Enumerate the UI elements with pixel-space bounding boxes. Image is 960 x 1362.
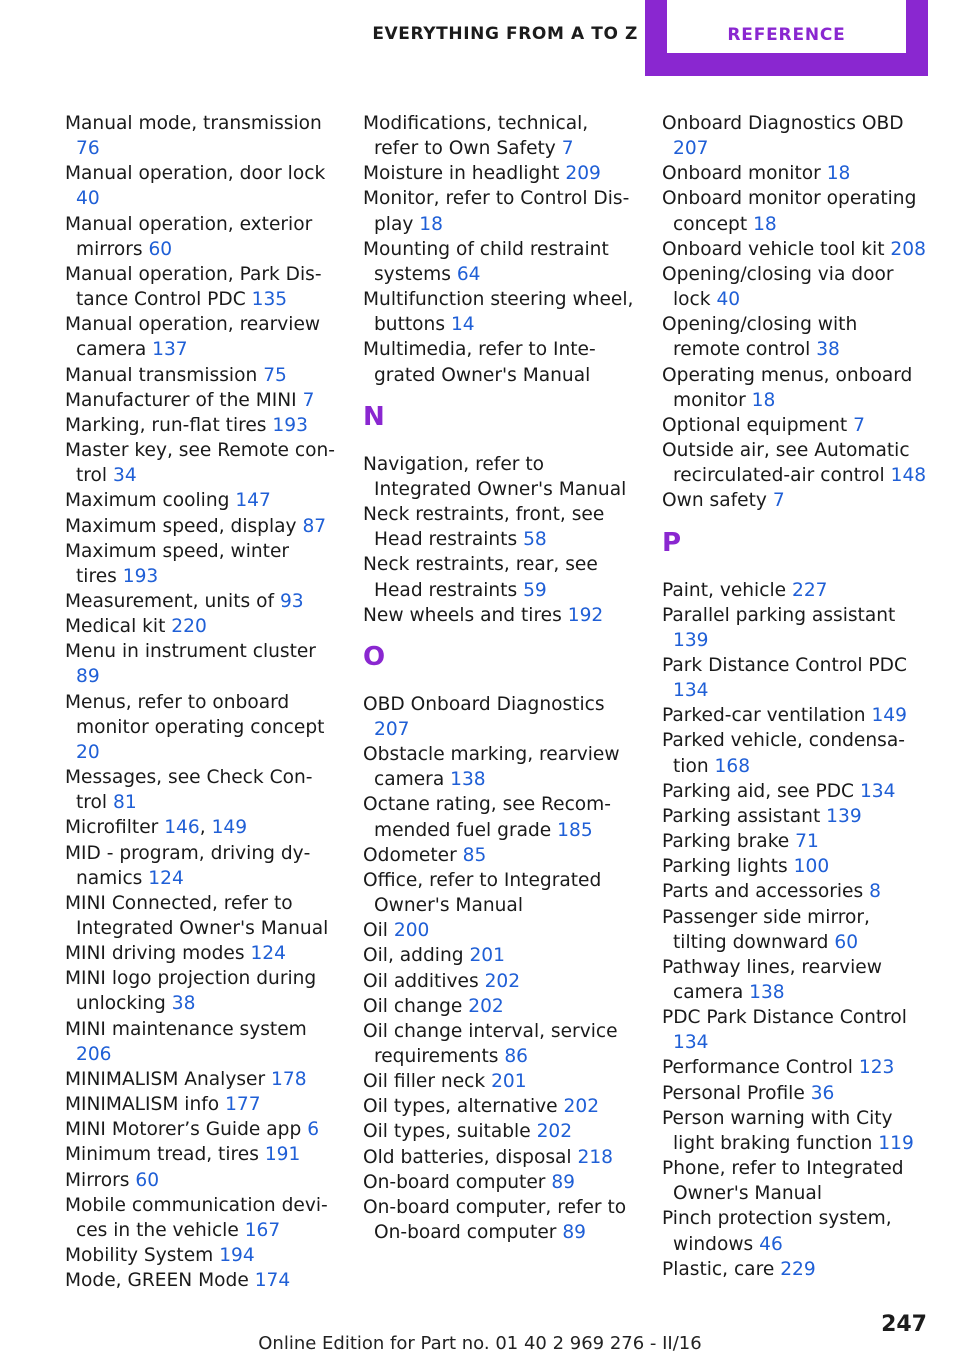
page-link[interactable]: 76	[76, 138, 100, 160]
index-entry-text: Onboard vehicle tool kit	[662, 238, 885, 260]
page-link[interactable]: 81	[113, 792, 137, 814]
index-entry	[65, 690, 335, 765]
index-entry-text: Parallel parking assistant	[662, 604, 896, 626]
index-entry	[363, 603, 638, 628]
index-entry-text: Manual mode, transmission	[65, 113, 322, 134]
index-column-2	[363, 111, 638, 1245]
index-entry-text: New wheels and tires	[363, 604, 562, 626]
page-link[interactable]: 123	[858, 1057, 895, 1079]
index-entry-text: Moisture in headlight	[363, 163, 560, 185]
page-link[interactable]: 168	[714, 755, 751, 777]
reference-tab-label: REFERENCE	[667, 0, 906, 53]
index-letter-heading: P	[662, 527, 682, 558]
index-entry-text: Maximum speed, winter tires	[65, 540, 290, 587]
index-entry-text: Odometer	[363, 844, 457, 866]
index-entry	[363, 792, 638, 842]
page-link[interactable]: 85	[462, 844, 487, 866]
index-entry-text: Maximum cooling	[65, 490, 230, 512]
page-link[interactable]: 139	[826, 805, 862, 827]
index-entry-text: MINI Connected, refer to Integrated Owner's Manual	[65, 892, 329, 939]
index-entry	[662, 829, 927, 854]
index-entry	[65, 539, 335, 589]
index-entry-text: Master key, see Remote control	[65, 440, 336, 487]
index-entry	[363, 237, 638, 287]
index-entry	[363, 742, 638, 792]
index-entry-text: Modifications, technical, refer to Own Safety	[363, 113, 589, 160]
index-entry-text: Office, refer to Integrated Owner's Manual	[363, 869, 602, 917]
index-column-3	[662, 111, 927, 1282]
page-link[interactable]: 194	[219, 1245, 255, 1267]
footer-edition: Online Edition for Part no. 01 40 2 969 276 - II/16	[258, 1333, 702, 1354]
index-entry-text: Parts and accessories	[662, 881, 864, 903]
index-entry	[363, 1019, 638, 1069]
page-link[interactable]: 40	[76, 188, 100, 210]
index-entry	[65, 589, 335, 614]
page-number: 247	[881, 1312, 927, 1337]
index-entry-text: MINI Motorer’s Guide app	[65, 1119, 302, 1141]
index-entry	[363, 161, 638, 186]
page-link[interactable]: 202	[563, 1096, 600, 1118]
page-link[interactable]: 8	[869, 881, 881, 903]
page-link[interactable]: 174	[254, 1270, 291, 1292]
page-link[interactable]: 60	[148, 238, 173, 260]
index-entry-text: Obstacle marking, rearview camera	[363, 744, 620, 791]
index-entry	[662, 703, 927, 728]
index-entry-text: Manual operation, rearview camera	[65, 314, 321, 361]
index-entry	[363, 1094, 638, 1119]
index-entry-text: Oil filler neck	[363, 1071, 486, 1093]
page-link[interactable]: 119	[878, 1132, 914, 1154]
index-entry	[662, 413, 927, 438]
index-entry	[363, 692, 638, 742]
index-entry	[65, 765, 335, 815]
index-entry	[662, 728, 927, 778]
index-entry-text: Menus, refer to onboard monitor operating concept	[65, 691, 325, 738]
index-entry	[363, 111, 638, 161]
page-link[interactable]: 227	[791, 579, 828, 601]
index-entry-text: Passenger side mirror, tilting downward	[662, 906, 870, 953]
page-link[interactable]: 124	[148, 867, 184, 889]
index-entry	[65, 614, 335, 639]
index-entry	[65, 312, 335, 362]
index-entry	[662, 578, 927, 603]
index-entry-text: Maximum speed, display	[65, 515, 297, 537]
page-link[interactable]: 89	[76, 666, 100, 688]
index-entry	[363, 994, 638, 1019]
page-link[interactable]: 18	[826, 163, 851, 185]
index-entry	[662, 1106, 927, 1156]
index-entry	[65, 966, 335, 1016]
page-link[interactable]: 218	[577, 1146, 613, 1168]
index-entry-text: Oil, adding	[363, 945, 464, 967]
index-entry-text: MINI logo projection during unlocking	[65, 968, 317, 1015]
index-entry-text: Octane rating, see Recommended fuel grade	[363, 794, 612, 841]
index-entry	[662, 312, 927, 362]
page-link[interactable]: 207	[374, 718, 410, 740]
page-link[interactable]: 207	[673, 138, 709, 160]
index-entry	[65, 815, 335, 840]
page-link[interactable]: 134	[673, 680, 709, 702]
page-link[interactable]: 138	[749, 982, 785, 1003]
page-link[interactable]: 177	[225, 1094, 261, 1116]
index-entry	[662, 653, 927, 703]
page-link[interactable]: 7	[302, 389, 315, 411]
index-entry	[65, 363, 335, 388]
index-entry-text: Multifunction steering wheel, buttons	[363, 289, 634, 336]
index-entry-text: Oil change interval, service requirements	[363, 1020, 618, 1067]
index-entry-text: Manual operation, Park Distance Control PDC	[65, 263, 322, 311]
index-entry-text: Optional equipment	[662, 414, 848, 436]
index-entry	[662, 854, 927, 879]
index-entry-text: Measurement, units of	[65, 590, 275, 612]
index-entry	[662, 237, 927, 262]
index-entry-text: Neck restraints, rear, see Head restraints	[363, 554, 598, 601]
page-link[interactable]: 75	[263, 364, 287, 386]
index-entry-text: Opening/closing with remote control	[662, 314, 858, 361]
index-entry-text: Neck restraints, front, see Head restraints	[363, 504, 605, 551]
index-entry-text: Parked vehicle, condensation	[662, 730, 905, 777]
index-entry-text: Outside air, see Automatic recirculated-air control	[662, 440, 910, 487]
page-link[interactable]: 6	[307, 1119, 320, 1141]
page-link[interactable]: 59	[523, 579, 547, 601]
page-link[interactable]: 18	[419, 213, 443, 235]
index-entry	[662, 1156, 927, 1206]
index-entry	[65, 488, 335, 513]
page-link[interactable]: 201	[491, 1071, 527, 1093]
index-entry	[363, 287, 638, 337]
page-ref-separator: ,	[199, 817, 206, 839]
page-link[interactable]: 178	[271, 1068, 307, 1090]
index-entry-text: Manual transmission	[65, 364, 258, 386]
page-link[interactable]: 124	[250, 943, 286, 965]
index-entry-text: Manual operation, exterior mirrors	[65, 213, 313, 260]
page-link[interactable]: 71	[795, 831, 819, 853]
index-entry	[662, 161, 927, 186]
page-link[interactable]: 193	[272, 414, 308, 436]
index-entry	[662, 955, 927, 1005]
page-link[interactable]: 18	[751, 389, 776, 411]
index-entry-text: Medical kit	[65, 616, 166, 638]
page-link[interactable]: 93	[279, 590, 304, 612]
index-entry-text: Menu in instrument cluster	[65, 641, 316, 663]
index-entry-text: Onboard monitor	[662, 163, 821, 185]
page-link[interactable]: 149	[871, 705, 907, 727]
index-entry-text: Oil change	[363, 995, 463, 1017]
index-entry	[363, 1119, 638, 1144]
index-entry	[363, 868, 638, 918]
index-entry	[65, 111, 335, 161]
page-link[interactable]: 135	[251, 289, 288, 311]
page-link[interactable]: 139	[673, 629, 709, 651]
index-entry	[65, 841, 335, 891]
page-link[interactable]: 148	[890, 465, 927, 487]
index-entry-text: Pinch protection system, windows	[662, 1208, 892, 1255]
index-entry-text: Parking aid, see PDC	[662, 780, 855, 802]
index-entry	[662, 1081, 927, 1106]
index-entry	[662, 804, 927, 829]
page-link[interactable]: 134	[859, 780, 896, 802]
index-entry	[65, 388, 335, 413]
index-entry-text: Marking, run-flat tires	[65, 414, 267, 436]
index-entry	[363, 1069, 638, 1094]
index-entry	[662, 879, 927, 904]
index-entry-text: Parking assistant	[662, 805, 821, 827]
page-link[interactable]: 193	[122, 565, 159, 587]
index-letter-heading: O	[363, 641, 386, 672]
page-link[interactable]: 185	[557, 819, 593, 841]
page-link[interactable]: 34	[113, 465, 137, 487]
index-entry-text: MID - program, driving dynamics	[65, 842, 311, 889]
index-entry-text: Phone, refer to Integrated Owner's Manual	[662, 1158, 904, 1205]
index-entry-text: Parked-car ventilation	[662, 705, 866, 727]
page-link[interactable]: 137	[152, 339, 188, 361]
page-link[interactable]: 14	[450, 314, 475, 336]
index-entry	[662, 186, 927, 236]
index-entry-text: Oil additives	[363, 970, 479, 992]
page-link[interactable]: 38	[171, 993, 196, 1015]
index-entry	[662, 1206, 927, 1256]
index-entry-text: On-board computer, refer to On-board computer	[363, 1196, 627, 1244]
index-entry	[662, 905, 927, 955]
index-entry	[65, 1243, 335, 1268]
index-entry-text: Oil types, suitable	[363, 1121, 531, 1143]
index-entry	[65, 514, 335, 539]
index-entry	[363, 1170, 638, 1195]
page-link[interactable]: 229	[780, 1258, 816, 1280]
page-link[interactable]: 58	[523, 529, 547, 551]
index-entry	[363, 943, 638, 968]
page-link[interactable]: 134	[673, 1032, 709, 1054]
index-entry-text: Performance Control	[662, 1057, 853, 1079]
page-link[interactable]: 36	[810, 1082, 835, 1104]
index-entry	[65, 1017, 335, 1067]
index-entry	[65, 262, 335, 312]
page-link[interactable]: 89	[562, 1222, 586, 1244]
index-entry-text: Old batteries, disposal	[363, 1146, 572, 1168]
page-link[interactable]: 40	[716, 289, 741, 311]
index-entry-text: Navigation, refer to Integrated Owner's Manual	[363, 453, 627, 500]
index-entry-text: Minimum tread, tires	[65, 1144, 259, 1166]
index-entry	[65, 438, 335, 488]
page-link[interactable]: 146	[164, 817, 200, 839]
page-link[interactable]: 20	[76, 741, 100, 763]
page-link[interactable]: 86	[504, 1046, 529, 1067]
index-entry	[662, 488, 927, 513]
page-link[interactable]: 200	[393, 920, 430, 942]
index-entry-text: Parking lights	[662, 856, 788, 878]
page-link[interactable]: 202	[536, 1121, 573, 1143]
index-entry	[65, 161, 335, 211]
index-entry-text: OBD Onboard Diagnostics	[363, 693, 605, 715]
page-link[interactable]: 191	[264, 1144, 301, 1166]
index-entry-text: Operating menus, onboard monitor	[662, 364, 913, 411]
index-entry	[65, 941, 335, 966]
page-link[interactable]: 201	[469, 945, 505, 967]
index-entry-text: On-board computer	[363, 1171, 546, 1193]
index-entry-text: MINIMALISM info	[65, 1094, 220, 1116]
page-link[interactable]: 7	[561, 138, 574, 160]
index-entry-text: Person warning with City light braking function	[662, 1107, 893, 1154]
index-entry	[363, 552, 638, 602]
index-entry	[65, 1067, 335, 1092]
index-entry-text: Oil	[363, 920, 388, 942]
index-entry-text: Onboard monitor operating concept	[662, 188, 917, 235]
index-entry	[65, 1168, 335, 1193]
page-link[interactable]: 60	[834, 931, 859, 953]
page-link[interactable]: 18	[753, 213, 777, 235]
page-link[interactable]: 60	[135, 1169, 160, 1191]
page-link[interactable]: 138	[450, 769, 486, 791]
index-entry-text: Mirrors	[65, 1169, 130, 1191]
page-link[interactable]: 87	[302, 515, 327, 537]
page-link[interactable]: 208	[890, 238, 926, 260]
index-entry	[65, 1193, 335, 1243]
index-entry-text: Plastic, care	[662, 1258, 775, 1280]
page-link[interactable]: 206	[76, 1043, 112, 1065]
index-entry-text: Microfilter	[65, 817, 159, 839]
index-entry-text: PDC Park Distance Control	[662, 1007, 907, 1029]
index-entry	[65, 1142, 335, 1167]
index-entry	[65, 1117, 335, 1142]
index-entry-text: Mobility System	[65, 1245, 214, 1267]
index-entry	[363, 452, 638, 502]
index-entry	[662, 363, 927, 413]
index-entry	[662, 438, 927, 488]
index-entry-text: MINI driving modes	[65, 943, 245, 965]
index-entry-text: Parking brake	[662, 831, 790, 853]
page-link[interactable]: 7	[853, 414, 865, 436]
index-entry-text: MINI maintenance system	[65, 1018, 307, 1040]
index-entry	[363, 918, 638, 943]
index-entry	[363, 1145, 638, 1170]
page-link[interactable]: 64	[456, 263, 481, 285]
index-entry	[65, 639, 335, 689]
page-link[interactable]: 147	[235, 490, 271, 512]
index-entry-text: Messages, see Check Control	[65, 767, 313, 814]
index-entry-text: Multimedia, refer to Integrated Owner's Manual	[363, 339, 596, 386]
index-entry	[65, 413, 335, 438]
page-link[interactable]: 38	[816, 339, 840, 361]
page-link[interactable]: 89	[551, 1171, 575, 1193]
index-entry-text: Pathway lines, rearview camera	[662, 956, 882, 1003]
section-title: EVERYTHING FROM A TO Z	[372, 24, 638, 44]
index-entry	[363, 186, 638, 236]
index-entry-text: Manual operation, door lock	[65, 163, 326, 185]
index-entry-text: Oil types, alternative	[363, 1096, 558, 1118]
index-entry-text: Opening/closing via door lock	[662, 263, 894, 311]
index-entry	[662, 779, 927, 804]
page-link[interactable]: 149	[211, 817, 248, 839]
index-entry	[65, 1092, 335, 1117]
index-entry	[662, 1257, 927, 1282]
index-entry-text: Manufacturer of the MINI	[65, 389, 297, 411]
index-column-1	[65, 111, 335, 1293]
index-entry-text: Mode, GREEN Mode	[65, 1270, 249, 1292]
page-link[interactable]: 220	[171, 616, 207, 638]
page-link[interactable]: 46	[759, 1233, 783, 1255]
index-entry-text: Mounting of child restraint systems	[363, 238, 609, 285]
index-entry	[65, 212, 335, 262]
index-entry	[363, 502, 638, 552]
index-entry	[363, 969, 638, 994]
page-link[interactable]: 167	[244, 1219, 281, 1241]
index-entry-text: Mobile communication devices in the vehicle	[65, 1194, 328, 1241]
index-entry-text: Personal Profile	[662, 1082, 805, 1104]
index-entry-text: Paint, vehicle	[662, 579, 787, 601]
index-entry	[662, 262, 927, 312]
index-entry	[662, 111, 927, 161]
page-link[interactable]: 100	[793, 856, 830, 878]
index-entry	[65, 891, 335, 941]
index-entry	[662, 1055, 927, 1080]
index-entry-text: Park Distance Control PDC	[662, 654, 907, 676]
index-entry	[662, 603, 927, 653]
index-entry	[363, 337, 638, 387]
index-entry	[363, 843, 638, 868]
index-entry	[363, 1195, 638, 1245]
page-link[interactable]: 209	[565, 163, 601, 185]
index-letter-heading: N	[363, 401, 385, 432]
reference-tab[interactable]	[645, 0, 928, 76]
index-entry-text: MINIMALISM Analyser	[65, 1068, 266, 1090]
index-entry-text: Own safety	[662, 490, 767, 512]
index-entry-text: Onboard Diagnostics OBD	[662, 113, 904, 134]
page-link[interactable]: 192	[567, 604, 604, 626]
index-entry	[662, 1005, 927, 1055]
index-entry	[65, 1268, 335, 1293]
index-entry-text: Monitor, refer to Control Display	[363, 188, 630, 235]
page-link[interactable]: 7	[772, 490, 785, 512]
page-link[interactable]: 202	[484, 970, 521, 992]
page-link[interactable]: 202	[468, 995, 504, 1017]
